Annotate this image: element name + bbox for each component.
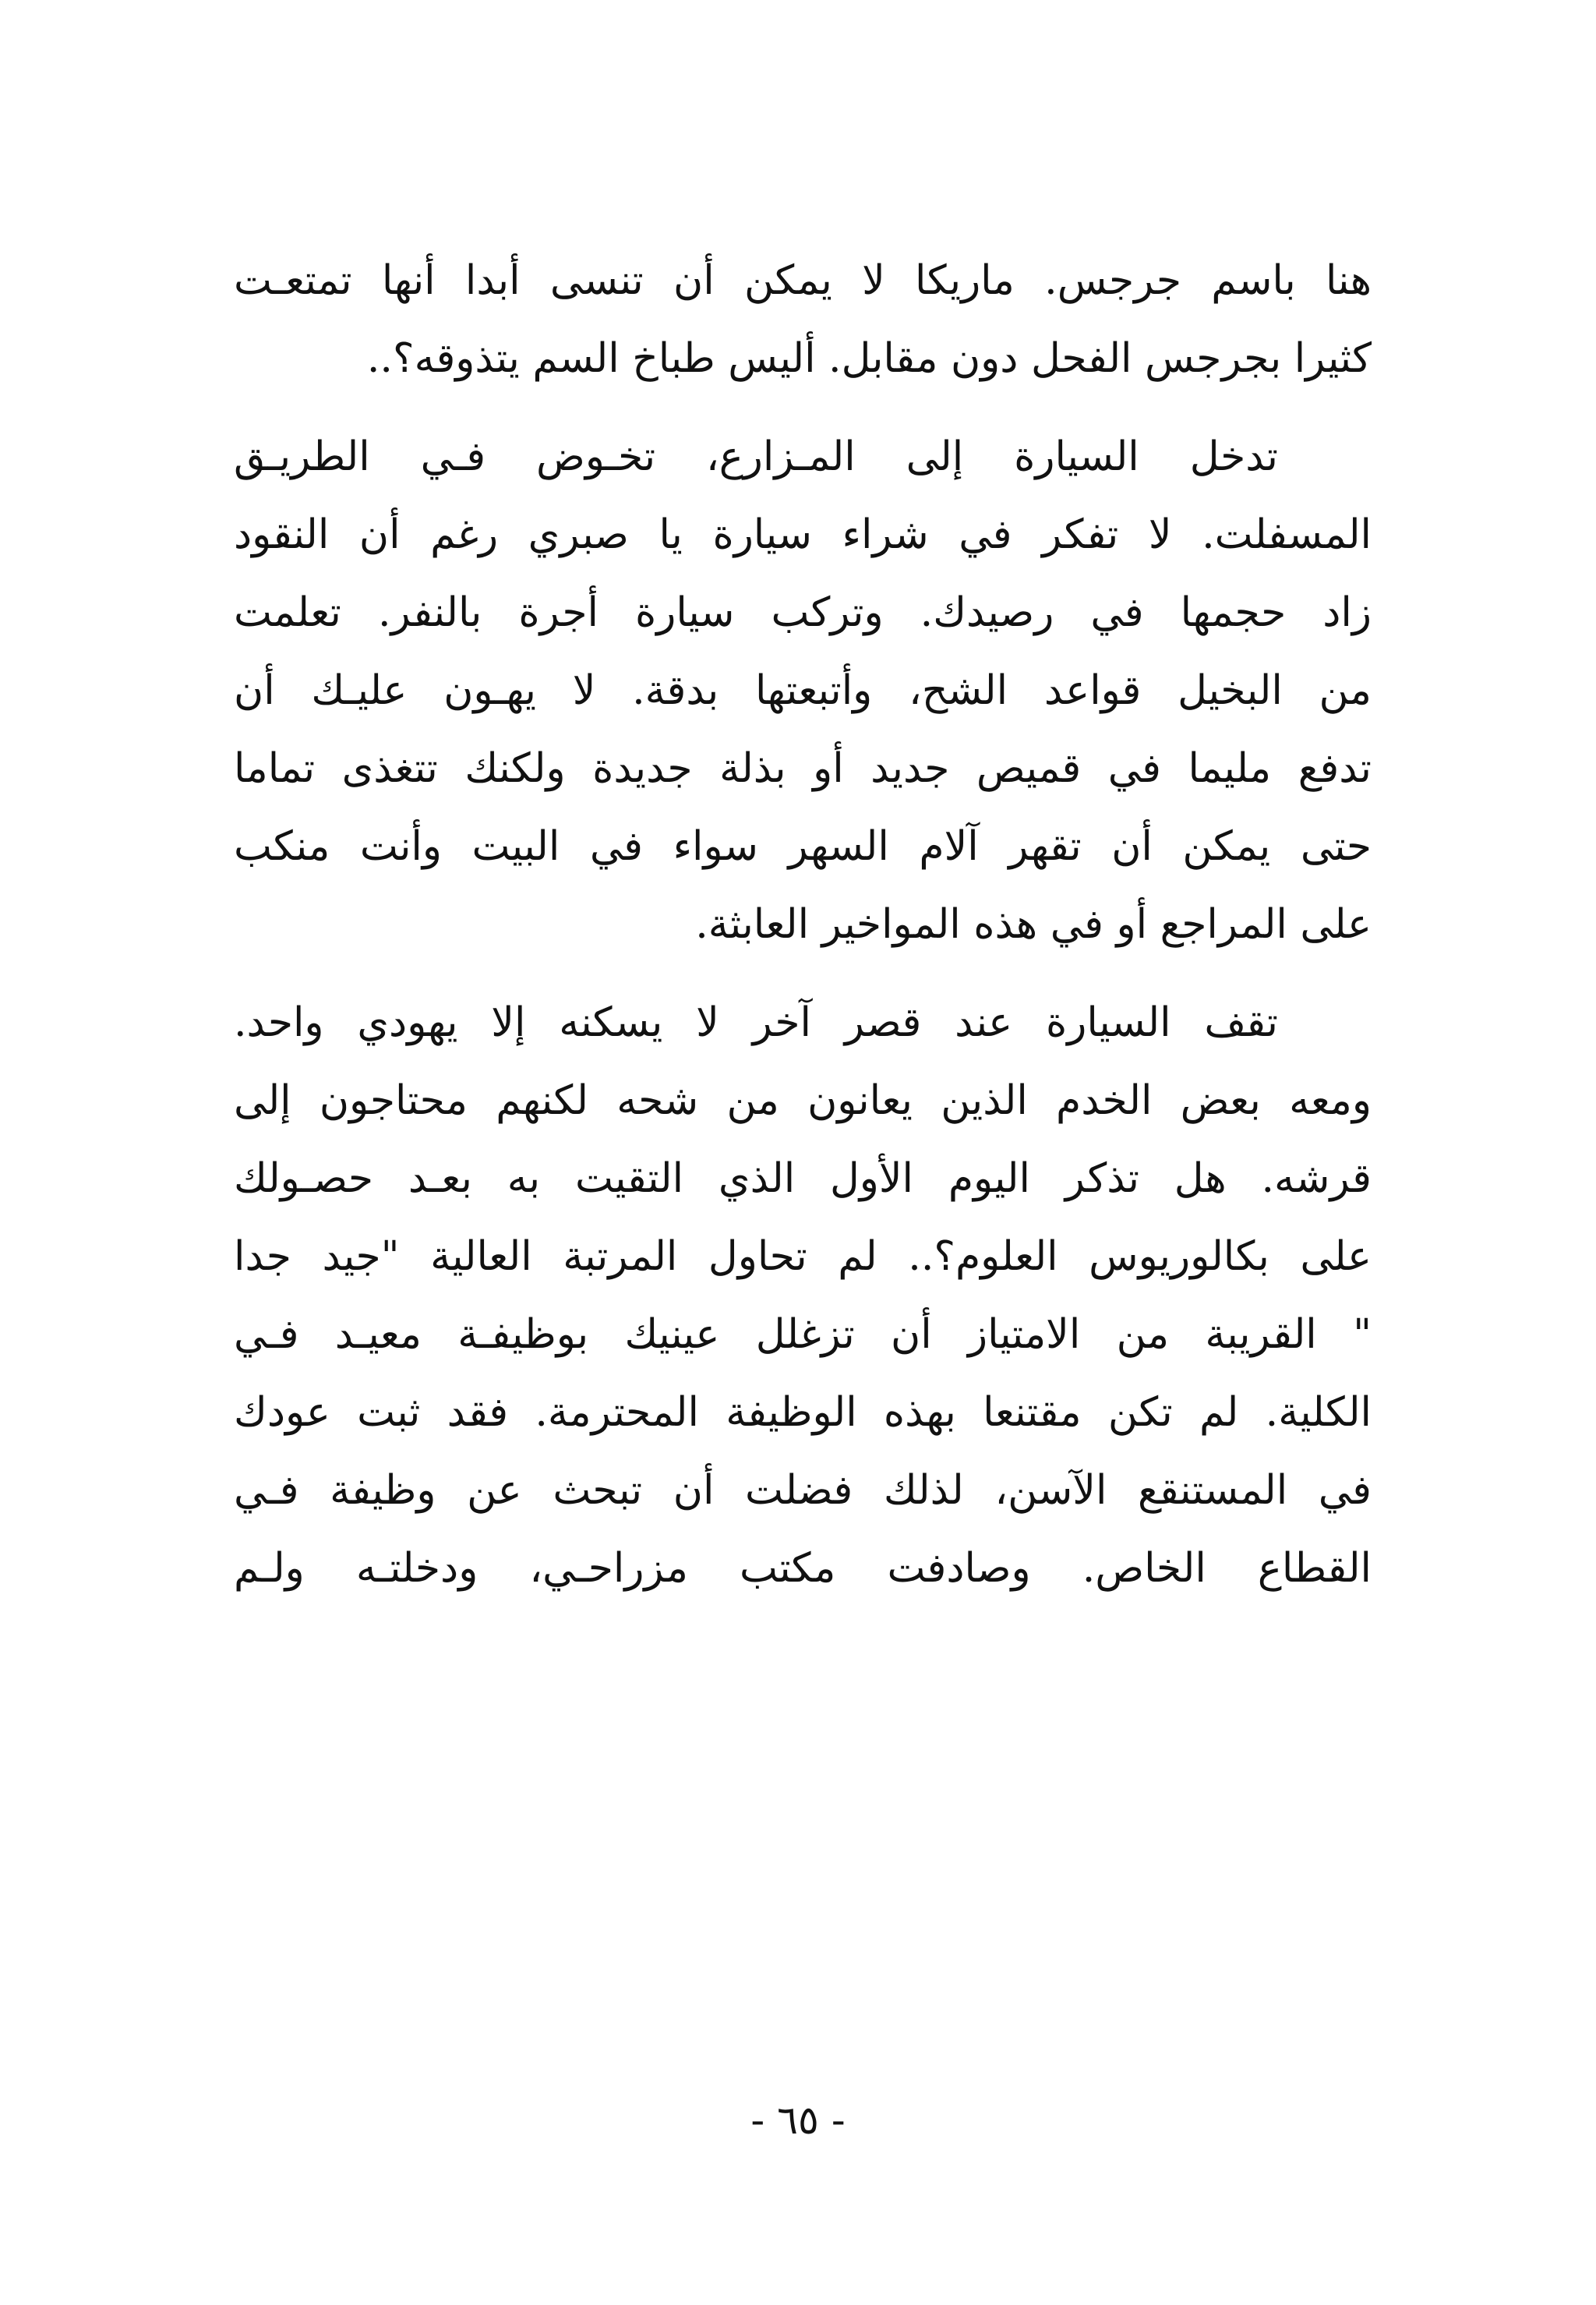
text-line: قرشه. هل تذكر اليوم الأول الذي التقيت به بعـد حصـولك (234, 1155, 1372, 1202)
paragraph-gap (234, 963, 1372, 984)
paragraph (234, 242, 1372, 398)
text-line: المسفلت. لا تفكر في شراء سيارة يا صبري رغم أن النقود (234, 511, 1372, 558)
paragraph (234, 418, 1372, 963)
text-line: ومعه بعض الخدم الذين يعانون من شحه لكنهم محتاجون إلى (234, 1077, 1372, 1124)
text-line: " القريبة من الامتياز أن تزغلل عينيك بوظيفـة معيـد فـي (234, 1311, 1372, 1358)
text-line: على المراجع أو في هذه المواخير العابثة. (695, 901, 1372, 948)
text-line: هنا باسم جرجس. ماريكا لا يمكن أن تنسى أبدا أنها تمتعـت (234, 257, 1372, 304)
text-line: من البخيل قواعد الشح، وأتبعتها بدقة. لا يهـون عليـك أن (234, 667, 1372, 714)
text-line: كثيرا بجرجس الفحل دون مقابل. أليس طباخ السم يتذوقه؟.. (366, 335, 1372, 382)
page-number: - ٦٥ - (750, 2098, 846, 2143)
text-line: القطاع الخاص. وصادفت مكتب مزراحـي، ودخلتـه ولـم (234, 1545, 1372, 1592)
text-line: على بكالوريوس العلوم؟.. لم تحاول المرتبة العالية "جيد جدا (234, 1233, 1372, 1280)
text-line: زاد حجمها في رصيدك. وتركب سيارة أجرة بالنفر. تعلمت (234, 589, 1372, 636)
text-line: تدفع مليما في قميص جديد أو بذلة جديدة ولكنك تتغذى تماما (234, 745, 1372, 792)
text-line: تدخل السيارة إلى المـزارع، تخـوض فـي الطريـق (234, 433, 1278, 480)
paragraph-gap (234, 398, 1372, 418)
paragraph (234, 984, 1372, 1607)
text-line: في المستنقع الآسن، لذلك فضلت أن تبحث عن وظيفة فـي (234, 1467, 1372, 1514)
text-line: حتى يمكن أن تقهر آلام السهر سواء في البيت وأنت منكب (234, 823, 1372, 870)
body-text (234, 242, 1372, 1607)
text-line: الكلية. لم تكن مقتنعا بهذه الوظيفة المحترمة. فقد ثبت عودك (234, 1389, 1372, 1436)
text-line: تقف السيارة عند قصر آخر لا يسكنه إلا يهودي واحد. (234, 999, 1278, 1046)
